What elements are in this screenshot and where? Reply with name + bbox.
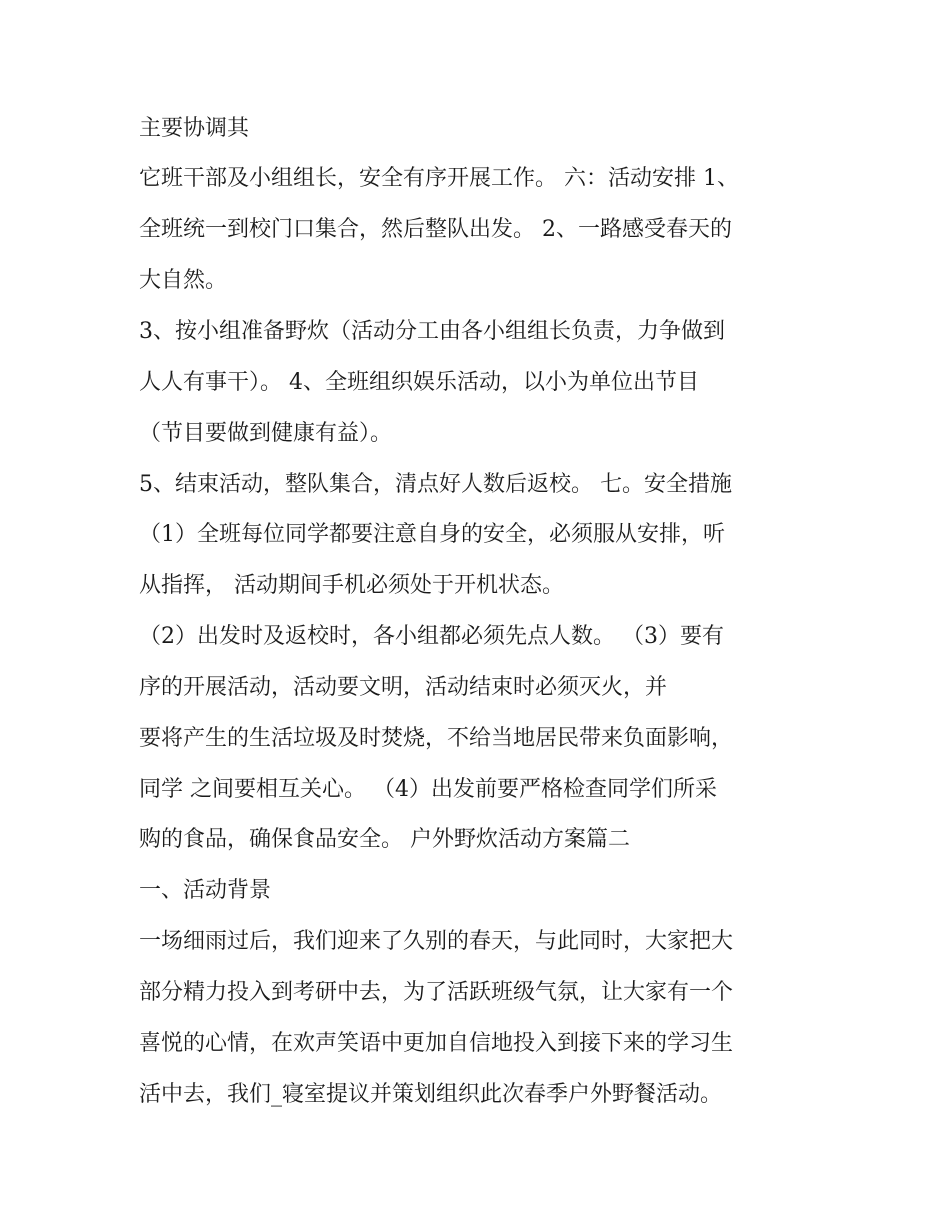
- text-line: （节目要做到健康有益）。: [139, 421, 393, 446]
- text-line: 一场细雨过后，我们迎来了久别的春天，与此同时，大家把大: [139, 929, 734, 954]
- text-line: 从指挥， 活动期间手机必须处于开机状态。: [139, 573, 564, 598]
- text-line: 活中去，我们_寝室提议并策划组织此次春季户外野餐活动。: [139, 1082, 723, 1107]
- section-heading: 一、活动背景: [139, 878, 272, 903]
- text-line: 主要协调其: [139, 116, 250, 141]
- text-line: 5、结束活动，整队集合，清点好人数后返校。 七。安全措施: [139, 472, 732, 497]
- text-line: 它班干部及小组组长，安全有序开展工作。 六：活动安排 1、: [139, 166, 739, 191]
- text-line: 喜悦的心情，在欢声笑语中更加自信地投入到接下来的学习生: [139, 1031, 734, 1056]
- text-line: 全班统一到校门口集合，然后整队出发。 2、一路感受春天的: [139, 217, 732, 242]
- text-line: 序的开展活动，活动要文明，活动结束时必须灭火，并: [139, 675, 668, 700]
- text-line: （2）出发时及返校时，各小组都必须先点人数。 （3）要有: [139, 624, 724, 649]
- text-line: 人人有事干）。 4、全班组织娱乐活动，以小为单位出节目: [139, 370, 699, 395]
- text-line: 3、按小组准备野炊（活动分工由各小组组长负责，力争做到: [139, 319, 725, 344]
- text-line: 同学 之间要相互关心。 （4）出发前要严格检查同学们所采: [139, 777, 717, 802]
- text-line: 购的食品，确保食品安全。 户外野炊活动方案篇二: [139, 827, 630, 852]
- text-line: 要将产生的生活垃圾及时焚烧，不给当地居民带来负面影响，: [139, 726, 734, 751]
- text-line: 大自然。: [139, 268, 228, 293]
- text-line: 部分精力投入到考研中去，为了活跃班级气氛，让大家有一个: [139, 980, 734, 1005]
- text-line: （1）全班每位同学都要注意自身的安全，必须服从安排，听: [139, 522, 725, 547]
